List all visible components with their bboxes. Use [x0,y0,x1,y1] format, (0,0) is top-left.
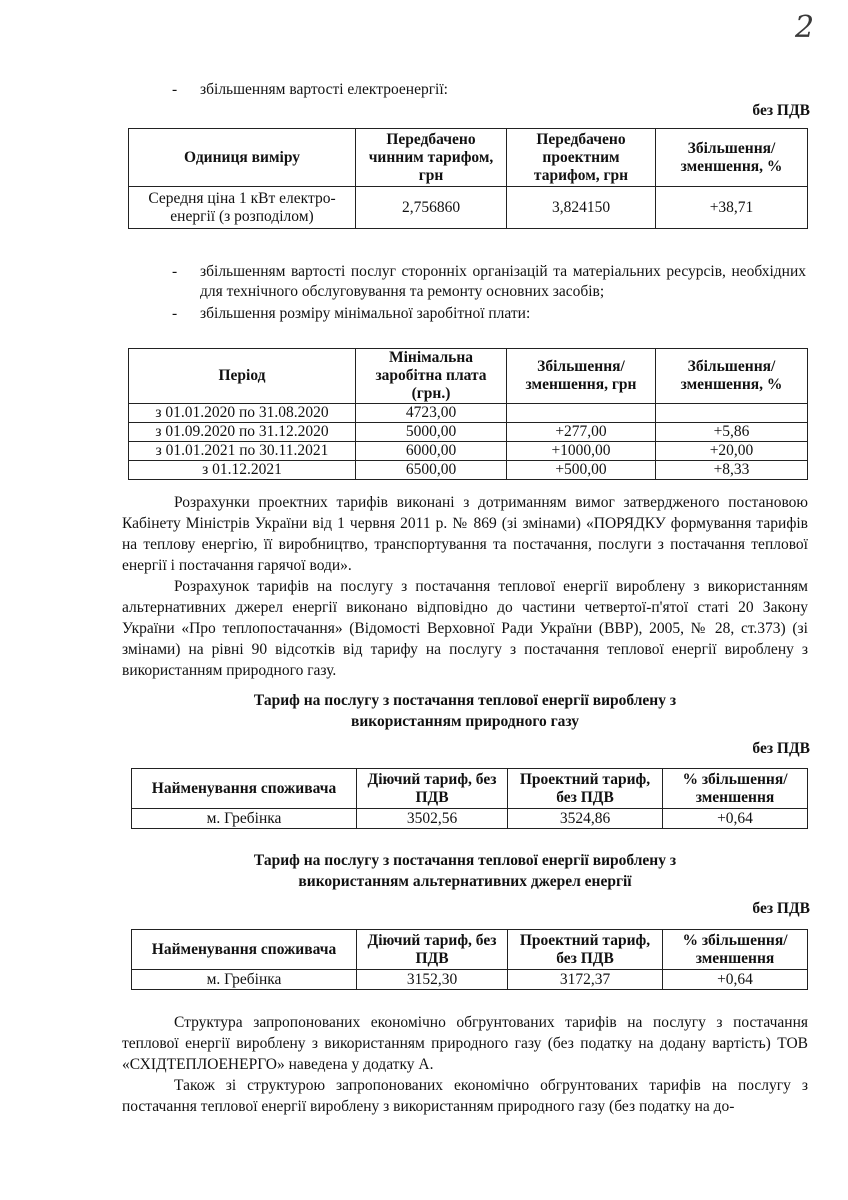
table-cell: з 01.09.2020 по 31.12.2020 [129,423,356,442]
table-cell: 3524,86 [508,809,663,829]
section-heading [122,850,808,892]
without-vat-label: без ПДВ [752,102,810,119]
bullet-text: збільшенням вартості електроенергії: [200,81,448,98]
body-text-block [122,1012,808,1117]
table-cell: 3502,56 [357,809,508,829]
table-cell: м. Гребінка [132,970,357,990]
table-header-cell: % збільшення/ зменшення [663,769,808,809]
bullet-dash: - [172,263,178,280]
table-cell: 4723,00 [356,404,507,423]
table-header-cell: Одиниця виміру [129,129,356,187]
alternative-energy-tariff-table [131,929,808,990]
heading-line: Тариф на послугу з постачання теплової енергії вироблену з [253,852,677,869]
bullet-dash: - [172,305,178,322]
table-header-cell: Збільшення/ зменшення, % [656,129,808,187]
paragraph: Структура запропонованих економічно обгрунтованих тарифів на послугу з постачання теплової енергії вироблену з використанням природного газу (без податку на додану вартість) ТОВ «СХІДТЕПЛОЕНЕРГО» наведена у додатку А. [122,1014,808,1073]
table-cell: 5000,00 [356,423,507,442]
natural-gas-tariff-table [131,768,808,829]
paragraph: Розрахунок тарифів на послугу з постачання теплової енергії вироблену з використанням альтернативних джерел енергії виконано відповідно до частини четвертої-п'ятої статі 20 Закону України «Про теплопостачання» (Відомості Верховної Ради України (ВВР), 2005, № 28, ст.373) (зі змінами) на рівні 90 відсотків від тарифу на послугу з постачання теплової енергії вироблену з використанням природного газу. [122,578,808,679]
table-header-cell: Передбачено проектним тарифом, грн [507,129,656,187]
table-row [132,809,808,829]
table-cell: +0,64 [663,809,808,829]
table-cell: Середня ціна 1 кВт електро-енергії (з розподілом) [129,187,356,229]
table-cell: з 01.01.2020 по 31.08.2020 [129,404,356,423]
table-cell [507,404,656,423]
heading-line: використанням альтернативних джерел енергії [298,873,632,890]
table-row [129,442,808,461]
minimum-wage-table [128,348,808,480]
table-header-cell: Збільшення/ зменшення, грн [507,349,656,404]
table-header-cell: Проектний тариф, без ПДВ [508,930,663,970]
table-header-cell: Період [129,349,356,404]
table-cell: +38,71 [656,187,808,229]
table-cell: +0,64 [663,970,808,990]
table-header-cell: Проектний тариф, без ПДВ [508,769,663,809]
table-cell: 3152,30 [357,970,508,990]
table-header-cell: Збільшення/ зменшення, % [656,349,808,404]
page-number: 2 [795,10,815,45]
table-row [129,187,808,229]
table-cell: 6500,00 [356,461,507,480]
heading-line: використанням природного газу [350,713,580,730]
table-cell: +5,86 [656,423,808,442]
table-cell: 2,756860 [356,187,507,229]
table-header-row [129,129,808,187]
table-header-row [132,930,808,970]
table-cell: з 01.12.2021 [129,461,356,480]
without-vat-label: без ПДВ [752,740,810,757]
table-header-cell: % збільшення/ зменшення [663,930,808,970]
table-cell [656,404,808,423]
section-heading [122,690,808,732]
heading-line: Тариф на послугу з постачання теплової енергії вироблену з [253,692,677,709]
body-text-block [122,492,808,681]
table-row [129,461,808,480]
bullet-text: збільшення розміру мінімальної заробітної плати: [200,305,531,322]
table-header-row [129,349,808,404]
paragraph: Розрахунки проектних тарифів виконані з дотриманням вимог затвердженого постановою Кабінету Міністрів України від 1 червня 2011 р. № 869 (зі змінами) «ПОРЯДКУ формування тарифів на теплову енергію, її виробництво, транспортування та постачання, послуги з постачання теплової енергії і постачання гарячої води». [122,494,808,574]
table-row [129,404,808,423]
table-header-cell: Передбачено чинним тарифом, грн [356,129,507,187]
table-header-cell: Найменування споживача [132,769,357,809]
table-cell: +8,33 [656,461,808,480]
without-vat-label: без ПДВ [752,900,810,917]
paragraph: Також зі структурою запропонованих економічно обгрунтованих тарифів на послугу з постачання теплової енергії вироблену з використанням природного газу (без податку на до- [122,1077,808,1115]
table-header-cell: Діючий тариф, без ПДВ [357,769,508,809]
table-row [132,970,808,990]
table-cell: +1000,00 [507,442,656,461]
table-cell: 3,824150 [507,187,656,229]
table-header-cell: Найменування споживача [132,930,357,970]
bullet-dash: - [172,81,178,98]
table-cell: 6000,00 [356,442,507,461]
table-cell: +277,00 [507,423,656,442]
table-row [129,423,808,442]
table-header-row [132,769,808,809]
table-cell: з 01.01.2021 по 30.11.2021 [129,442,356,461]
table-cell: м. Гребінка [132,809,357,829]
bullet-text: збільшенням вартості послуг сторонніх організацій та матеріальних ресурсів, необхідних для технічного обслуговування та ремонту основних засобів; [200,263,806,300]
electricity-price-table [128,128,808,229]
table-cell: 3172,37 [508,970,663,990]
table-header-cell: Мінімальна заробітна плата (грн.) [356,349,507,404]
table-cell: +500,00 [507,461,656,480]
table-header-cell: Діючий тариф, без ПДВ [357,930,508,970]
table-cell: +20,00 [656,442,808,461]
